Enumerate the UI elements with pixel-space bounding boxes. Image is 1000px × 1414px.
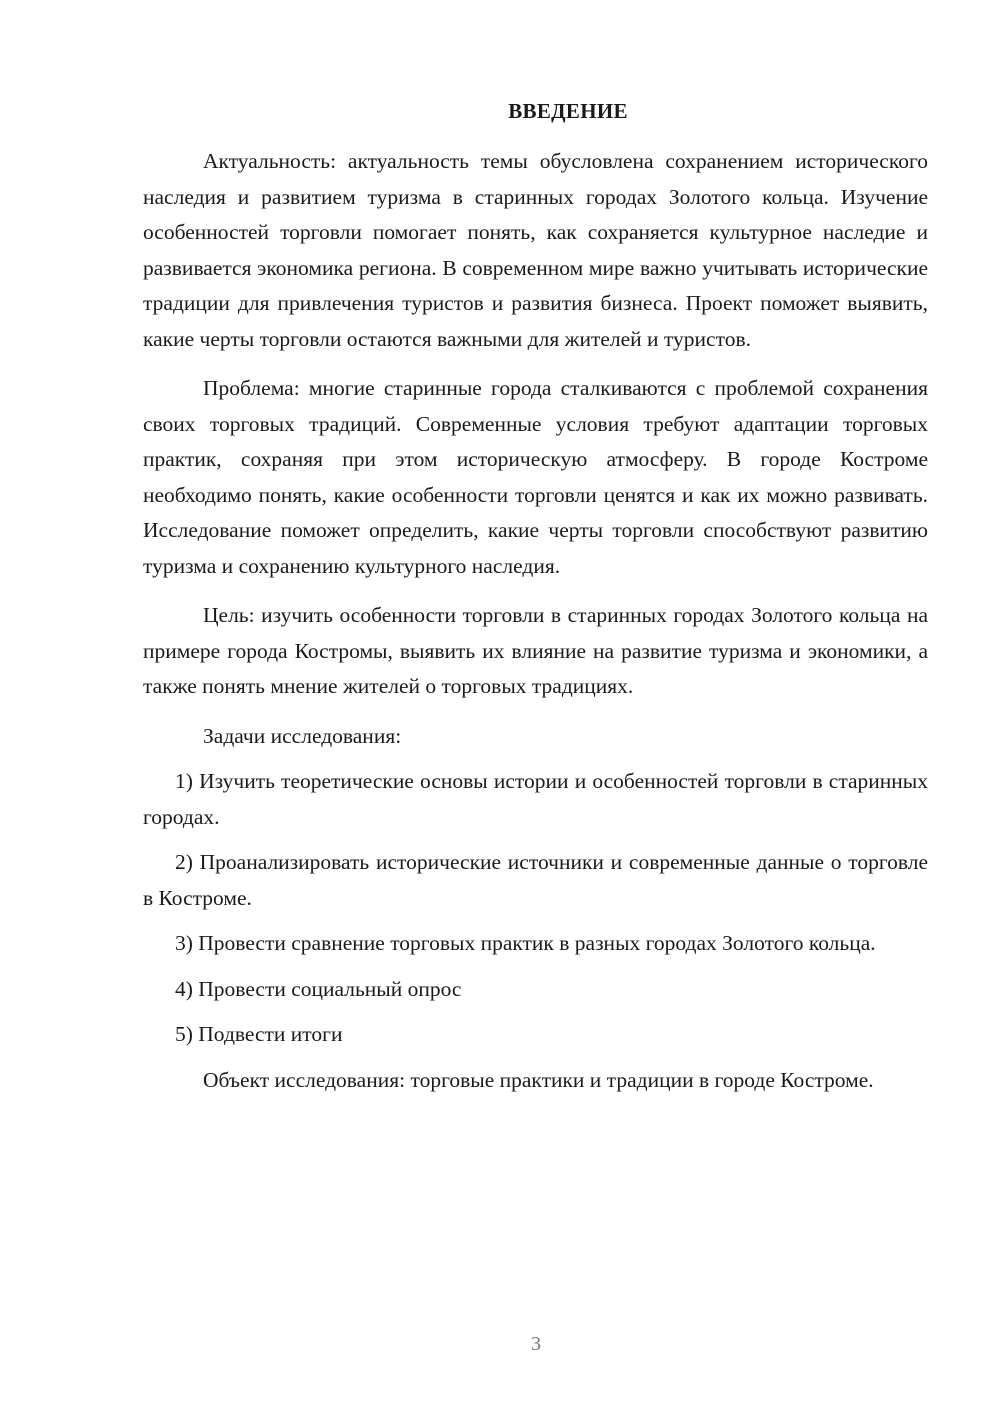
task-item: 5) Подвести итоги	[175, 1022, 343, 1046]
page-number: 3	[531, 1333, 541, 1355]
page-title: ВВЕДЕНИЕ	[508, 99, 628, 123]
task-item: 3) Провести сравнение торговых практик в разных городах Золотого кольца.	[175, 931, 876, 955]
relevance-paragraph: Актуальность: актуальность темы обусловлена сохранением исторического наследия и развитием туризма в старинных городах Золотого кольца. Изучение особенностей торговли помогает понять, как сохраняется культурное наследие и развивается экономика региона. В современном мире важно учитывать исторические традиции для привлечения туристов и развития бизнеса. Проект поможет выявить, какие черты торговли остаются важными для жителей и туристов.	[143, 149, 928, 351]
task-item: 2) Проанализировать исторические источники и современные данные о торговле в Костроме.	[143, 850, 928, 910]
task-item: 4) Провести социальный опрос	[175, 976, 462, 1001]
tasks-heading: Задачи исследования:	[203, 723, 402, 748]
tasks-list	[143, 764, 928, 1053]
goal-paragraph: Цель: изучить особенности торговли в старинных городах Золотого кольца на примере города Костромы, выявить их влияние на развитие туризма и экономики, а также понять мнение жителей о торговых традициях.	[143, 603, 928, 698]
document-page	[143, 96, 928, 1112]
problem-paragraph: Проблема: многие старинные города сталкиваются с проблемой сохранения своих торговых традиций. Современные условия требуют адаптации торговых практик, сохраняя при этом историческую атмосферу. В городе Костроме необходимо понять, какие особенности торговли ценятся и как их можно развивать. Исследование поможет определить, какие черты торговли способствуют развитию туризма и сохранению культурного наследия.	[143, 376, 928, 578]
object-paragraph: Объект исследования: торговые практики и традиции в городе Костроме.	[203, 1067, 874, 1092]
task-item: 1) Изучить теоретические основы истории и особенностей торговли в старинных городах.	[143, 769, 928, 829]
